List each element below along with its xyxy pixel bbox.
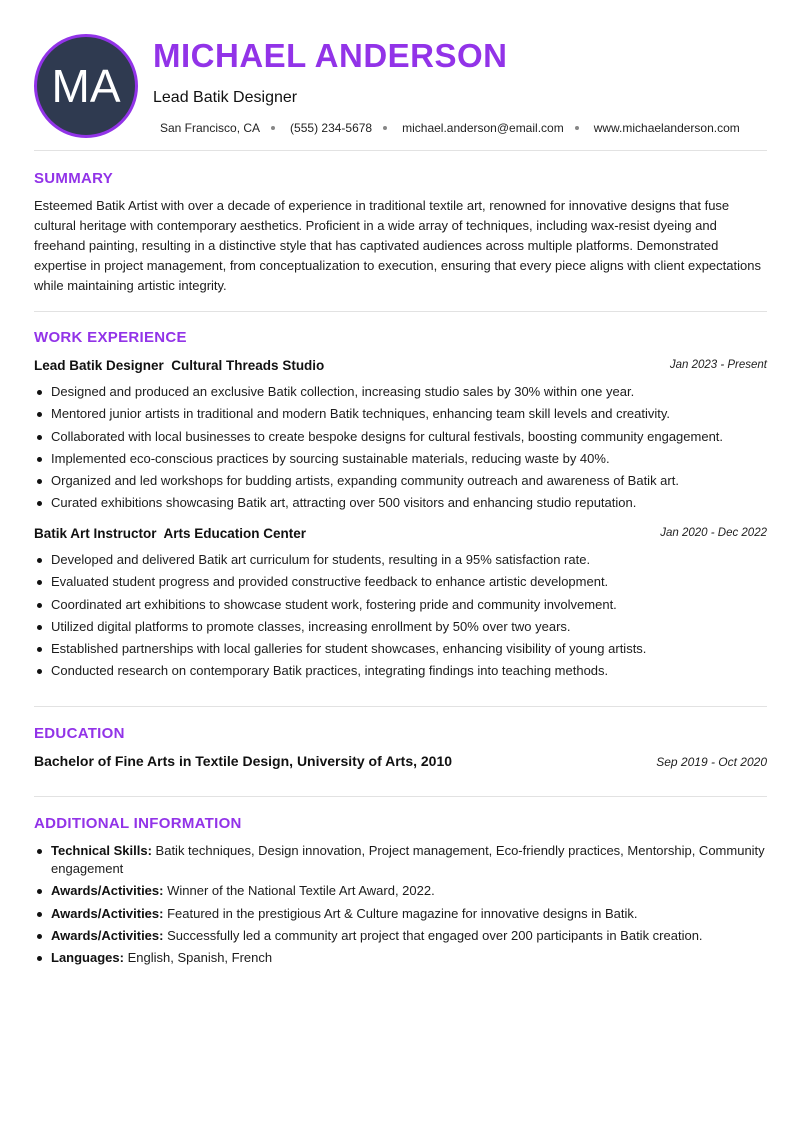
job-bullet: Designed and produced an exclusive Batik collection, increasing studio sales by 30% within one year. [34, 383, 767, 405]
avatar-initials: MA [51, 60, 121, 112]
info-label: Languages: [51, 950, 124, 966]
section-divider [34, 796, 767, 797]
job-bullet: Utilized digital platforms to promote classes, increasing enrollment by 50% over two years. [34, 618, 767, 640]
job-bullet: Mentored junior artists in traditional and modern Batik techniques, enhancing team skill levels and creativity. [34, 405, 767, 427]
candidate-title: Lead Batik Designer [153, 89, 298, 106]
education-degree: Bachelor of Fine Arts in Textile Design, University of Arts, 2010 [34, 753, 453, 769]
job-bullet: Curated exhibitions showcasing Batik art, attracting over 500 visitors and enhancing studio reputation. [34, 494, 767, 516]
info-text: Successfully led a community art project that engaged over 200 participants in Batik creation. [167, 927, 703, 943]
job-bullet: Organized and led workshops for budding artists, expanding community outreach and awareness of Batik art. [34, 472, 767, 494]
job-bullet-list [34, 551, 767, 685]
contact-location: San Francisco, CA [160, 121, 261, 135]
section-divider [34, 706, 767, 707]
education-heading: EDUCATION [34, 725, 125, 742]
job-bullet: Collaborated with local businesses to create bespoke designs for cultural festivals, boosting community engagement. [34, 428, 767, 450]
summary-heading: SUMMARY [34, 170, 114, 187]
candidate-name: MICHAEL ANDERSON [153, 37, 508, 74]
section-divider [34, 311, 767, 312]
job-bullet: Evaluated student progress and provided constructive feedback to enhance artistic development. [34, 573, 767, 595]
info-text: Featured in the prestigious Art & Culture magazine for innovative designs in Batik. [167, 905, 638, 921]
section-divider [34, 150, 767, 151]
info-item [34, 927, 767, 945]
job-title: Lead Batik Designer Cultural Threads Studio [34, 358, 325, 373]
info-item [34, 882, 767, 900]
job-title: Batik Art Instructor Arts Education Center [34, 526, 307, 541]
contact-website: www.michaelanderson.com [593, 121, 740, 135]
info-text: English, Spanish, French [127, 950, 273, 966]
info-item [34, 842, 767, 878]
job-bullet: Developed and delivered Batik art curriculum for students, resulting in a 95% satisfaction rate. [34, 551, 767, 573]
info-label: Technical Skills: [51, 843, 152, 858]
avatar [34, 34, 138, 138]
additional-heading: ADDITIONAL INFORMATION [34, 815, 242, 832]
job-header [34, 526, 767, 544]
contact-bar [160, 120, 740, 136]
info-item [34, 949, 767, 967]
job-bullet: Established partnerships with local galleries for student showcases, enhancing visibility of young artists. [34, 640, 767, 662]
info-label: Awards/Activities: [51, 927, 164, 943]
job-dates: Jan 2023 - Present [669, 359, 767, 371]
contact-separator-dot [271, 126, 275, 130]
additional-info-list [34, 842, 767, 971]
contact-separator-dot [575, 126, 579, 130]
contact-email: michael.anderson@email.com [402, 121, 564, 135]
info-item [34, 905, 767, 923]
job-bullet: Coordinated art exhibitions to showcase student work, fostering pride and community involvement. [34, 596, 767, 618]
job-dates: Jan 2020 - Dec 2022 [660, 527, 767, 539]
job-header [34, 358, 767, 376]
info-text: Batik techniques, Design innovation, Project management, Eco-friendly practices, Mentorship, Community engagement [51, 843, 765, 876]
info-label: Awards/Activities: [51, 905, 164, 921]
job-bullet: Conducted research on contemporary Batik practices, integrating findings into teaching methods. [34, 662, 767, 684]
contact-phone: (555) 234-5678 [290, 121, 373, 135]
info-text: Winner of the National Textile Art Award, 2022. [167, 883, 435, 899]
contact-separator-dot [383, 126, 387, 130]
experience-heading: WORK EXPERIENCE [34, 329, 187, 346]
job-bullet: Implemented eco-conscious practices by sourcing sustainable materials, reducing waste by 40%. [34, 450, 767, 472]
education-dates: Sep 2019 - Oct 2020 [656, 755, 767, 769]
job-bullet-list [34, 383, 767, 517]
education-entry [34, 753, 767, 771]
info-label: Awards/Activities: [51, 883, 164, 899]
summary-text: Esteemed Batik Artist with over a decade of experience in traditional textile art, renowned for innovative designs that fuse cultural heritage with contemporary aesthetics. Proficient in a wide array of techniques, including wax-resist dyeing and freehand painting, resulting in a distinctive style that has captivated audiences across multiple platforms. Demonstrated expertise in project management, from conceptualization to execution, ensuring that every piece aligns with client expectations while maintaining artistic integrity. [34, 198, 761, 293]
